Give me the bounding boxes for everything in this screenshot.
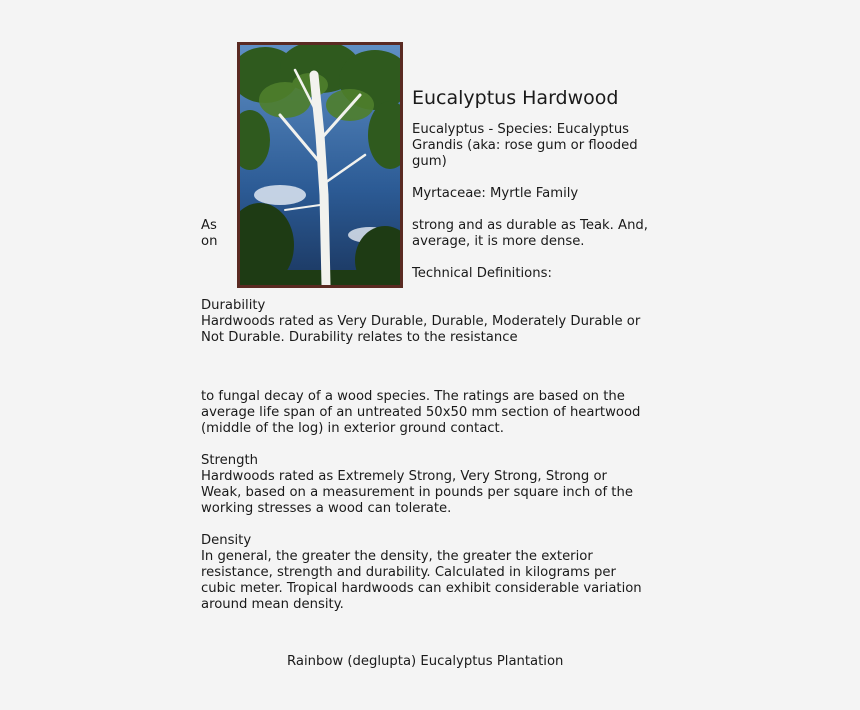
strength-line: Weak, based on a measurement in pounds per square inch of the	[201, 485, 633, 500]
species-line: gum)	[412, 154, 447, 169]
strength-line: working stresses a wood can tolerate.	[201, 501, 452, 516]
intro-right-line: strong and as durable as Teak. And,	[412, 218, 648, 233]
density-section	[201, 533, 642, 613]
density-line: cubic meter. Tropical hardwoods can exhibit considerable variation	[201, 581, 642, 596]
species-description	[412, 122, 638, 170]
density-line: around mean density.	[201, 597, 344, 612]
strength-line: Hardwoods rated as Extremely Strong, Very Strong, Strong or	[201, 469, 607, 484]
durability-line: to fungal decay of a wood species. The ratings are based on the	[201, 389, 625, 404]
durability-line: Hardwoods rated as Very Durable, Durable, Moderately Durable or	[201, 314, 641, 329]
family-line: Myrtaceae: Myrtle Family	[412, 186, 579, 201]
intro-right-line: average, it is more dense.	[412, 234, 585, 249]
intro-right-text	[412, 218, 648, 250]
eucalyptus-tree-photo	[237, 42, 403, 288]
density-line: In general, the greater the density, the greater the exterior	[201, 549, 593, 564]
durability-line: (middle of the log) in exterior ground contact.	[201, 421, 504, 436]
article-title: Eucalyptus Hardwood	[412, 87, 619, 109]
intro-left-fragment	[201, 218, 217, 250]
intro-left-word: on	[201, 234, 218, 249]
density-line: resistance, strength and durability. Calculated in kilograms per	[201, 565, 616, 580]
durability-continuation	[201, 389, 640, 437]
technical-definitions-heading: Technical Definitions:	[412, 266, 552, 281]
durability-heading: Durability	[201, 298, 266, 313]
durability-section	[201, 298, 640, 346]
durability-line: average life span of an untreated 50x50 mm section of heartwood	[201, 405, 641, 420]
strength-section	[201, 453, 633, 517]
strength-heading: Strength	[201, 453, 259, 468]
durability-line: Not Durable. Durability relates to the resistance	[201, 330, 518, 345]
intro-left-word: As	[201, 218, 217, 233]
density-heading: Density	[201, 533, 252, 548]
species-line: Grandis (aka: rose gum or flooded	[412, 138, 638, 153]
species-line: Eucalyptus - Species: Eucalyptus	[412, 122, 630, 137]
plantation-caption: Rainbow (deglupta) Eucalyptus Plantation	[287, 654, 564, 669]
